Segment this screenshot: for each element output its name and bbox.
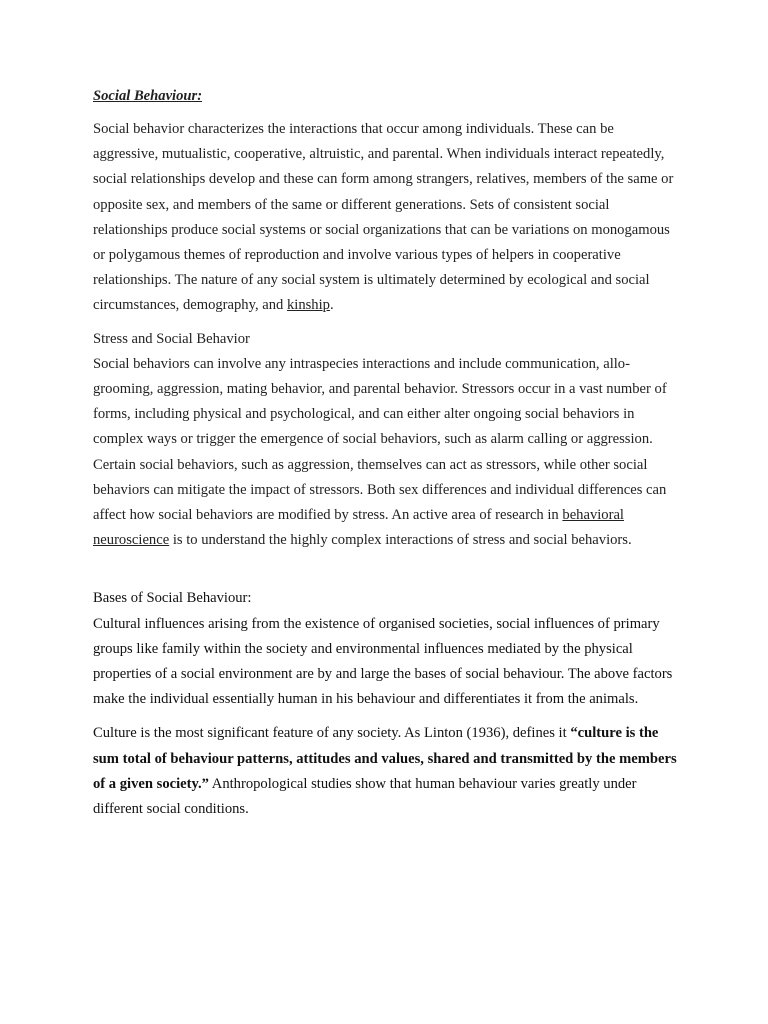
bases-paragraph: Cultural influences arising from the existence of organised societies, social influences of primary groups like family within the society and environmental influences mediated by the physical properties of a social environment are by and large the bases of social behaviour. The above factors make the individual essentially human in his behaviour and differentiates it from the animals.	[93, 615, 673, 708]
section-heading-bases: Bases of Social Behaviour:	[93, 590, 252, 607]
paragraph-text: Social behaviors can involve any intraspecies interactions and include communication, allo-grooming, aggression, mating behavior, and parental behavior. Stressors occur in a vast number of forms, including physical and psychological, and can either alter ongoing social behaviors in complex ways or trigger the emergence of social behaviors, such as alarm calling or aggression. Certain social behaviors, such as aggression, themselves can act as stressors, while other social behaviors can mitigate the impact of stressors. Both sex differences and individual differences can affect how social behaviors are modified by stress. An active area of research in	[93, 355, 667, 524]
document-page	[93, 84, 677, 822]
behavioral-neuroscience-link[interactable]: behavioral neuroscience	[93, 507, 624, 549]
section-heading-social-behaviour: Social Behaviour:	[93, 88, 203, 104]
linton-definition-quote: “culture is the sum total of behaviour patterns, attitudes and values, shared and transmitted by the members of a given society.”	[93, 725, 677, 792]
paragraph-text: Culture is the most significant feature of any society. As Linton (1936), defines it	[93, 725, 571, 742]
social-behaviour-paragraph	[93, 117, 677, 319]
stress-paragraph	[93, 352, 677, 554]
paragraph-end: is to understand the highly complex interactions of stress and social behaviors.	[169, 532, 632, 549]
paragraph-end: .	[329, 297, 334, 314]
kinship-link[interactable]: kinship	[286, 297, 330, 314]
section-heading-stress: Stress and Social Behavior	[93, 330, 250, 347]
culture-paragraph	[93, 721, 677, 822]
paragraph-end: Anthropological studies show that human behaviour varies greatly under different social conditions.	[93, 775, 637, 818]
paragraph-text: Social behavior characterizes the interactions that occur among individuals. These can be aggressive, mutualistic, cooperative, altruistic, and parental. When individuals interact repeatedly, social relationships develop and these can form among strangers, relatives, members of the same or opposite sex, and members of the same or different generations. Sets of consistent social relationships produce social systems or social organizations that can be variations on monogamous or polygamous themes of reproduction and involve various types of helpers in cooperative relationships. The nature of any social system is ultimately determined by ecological and social circumstances, demography, and	[93, 121, 674, 314]
